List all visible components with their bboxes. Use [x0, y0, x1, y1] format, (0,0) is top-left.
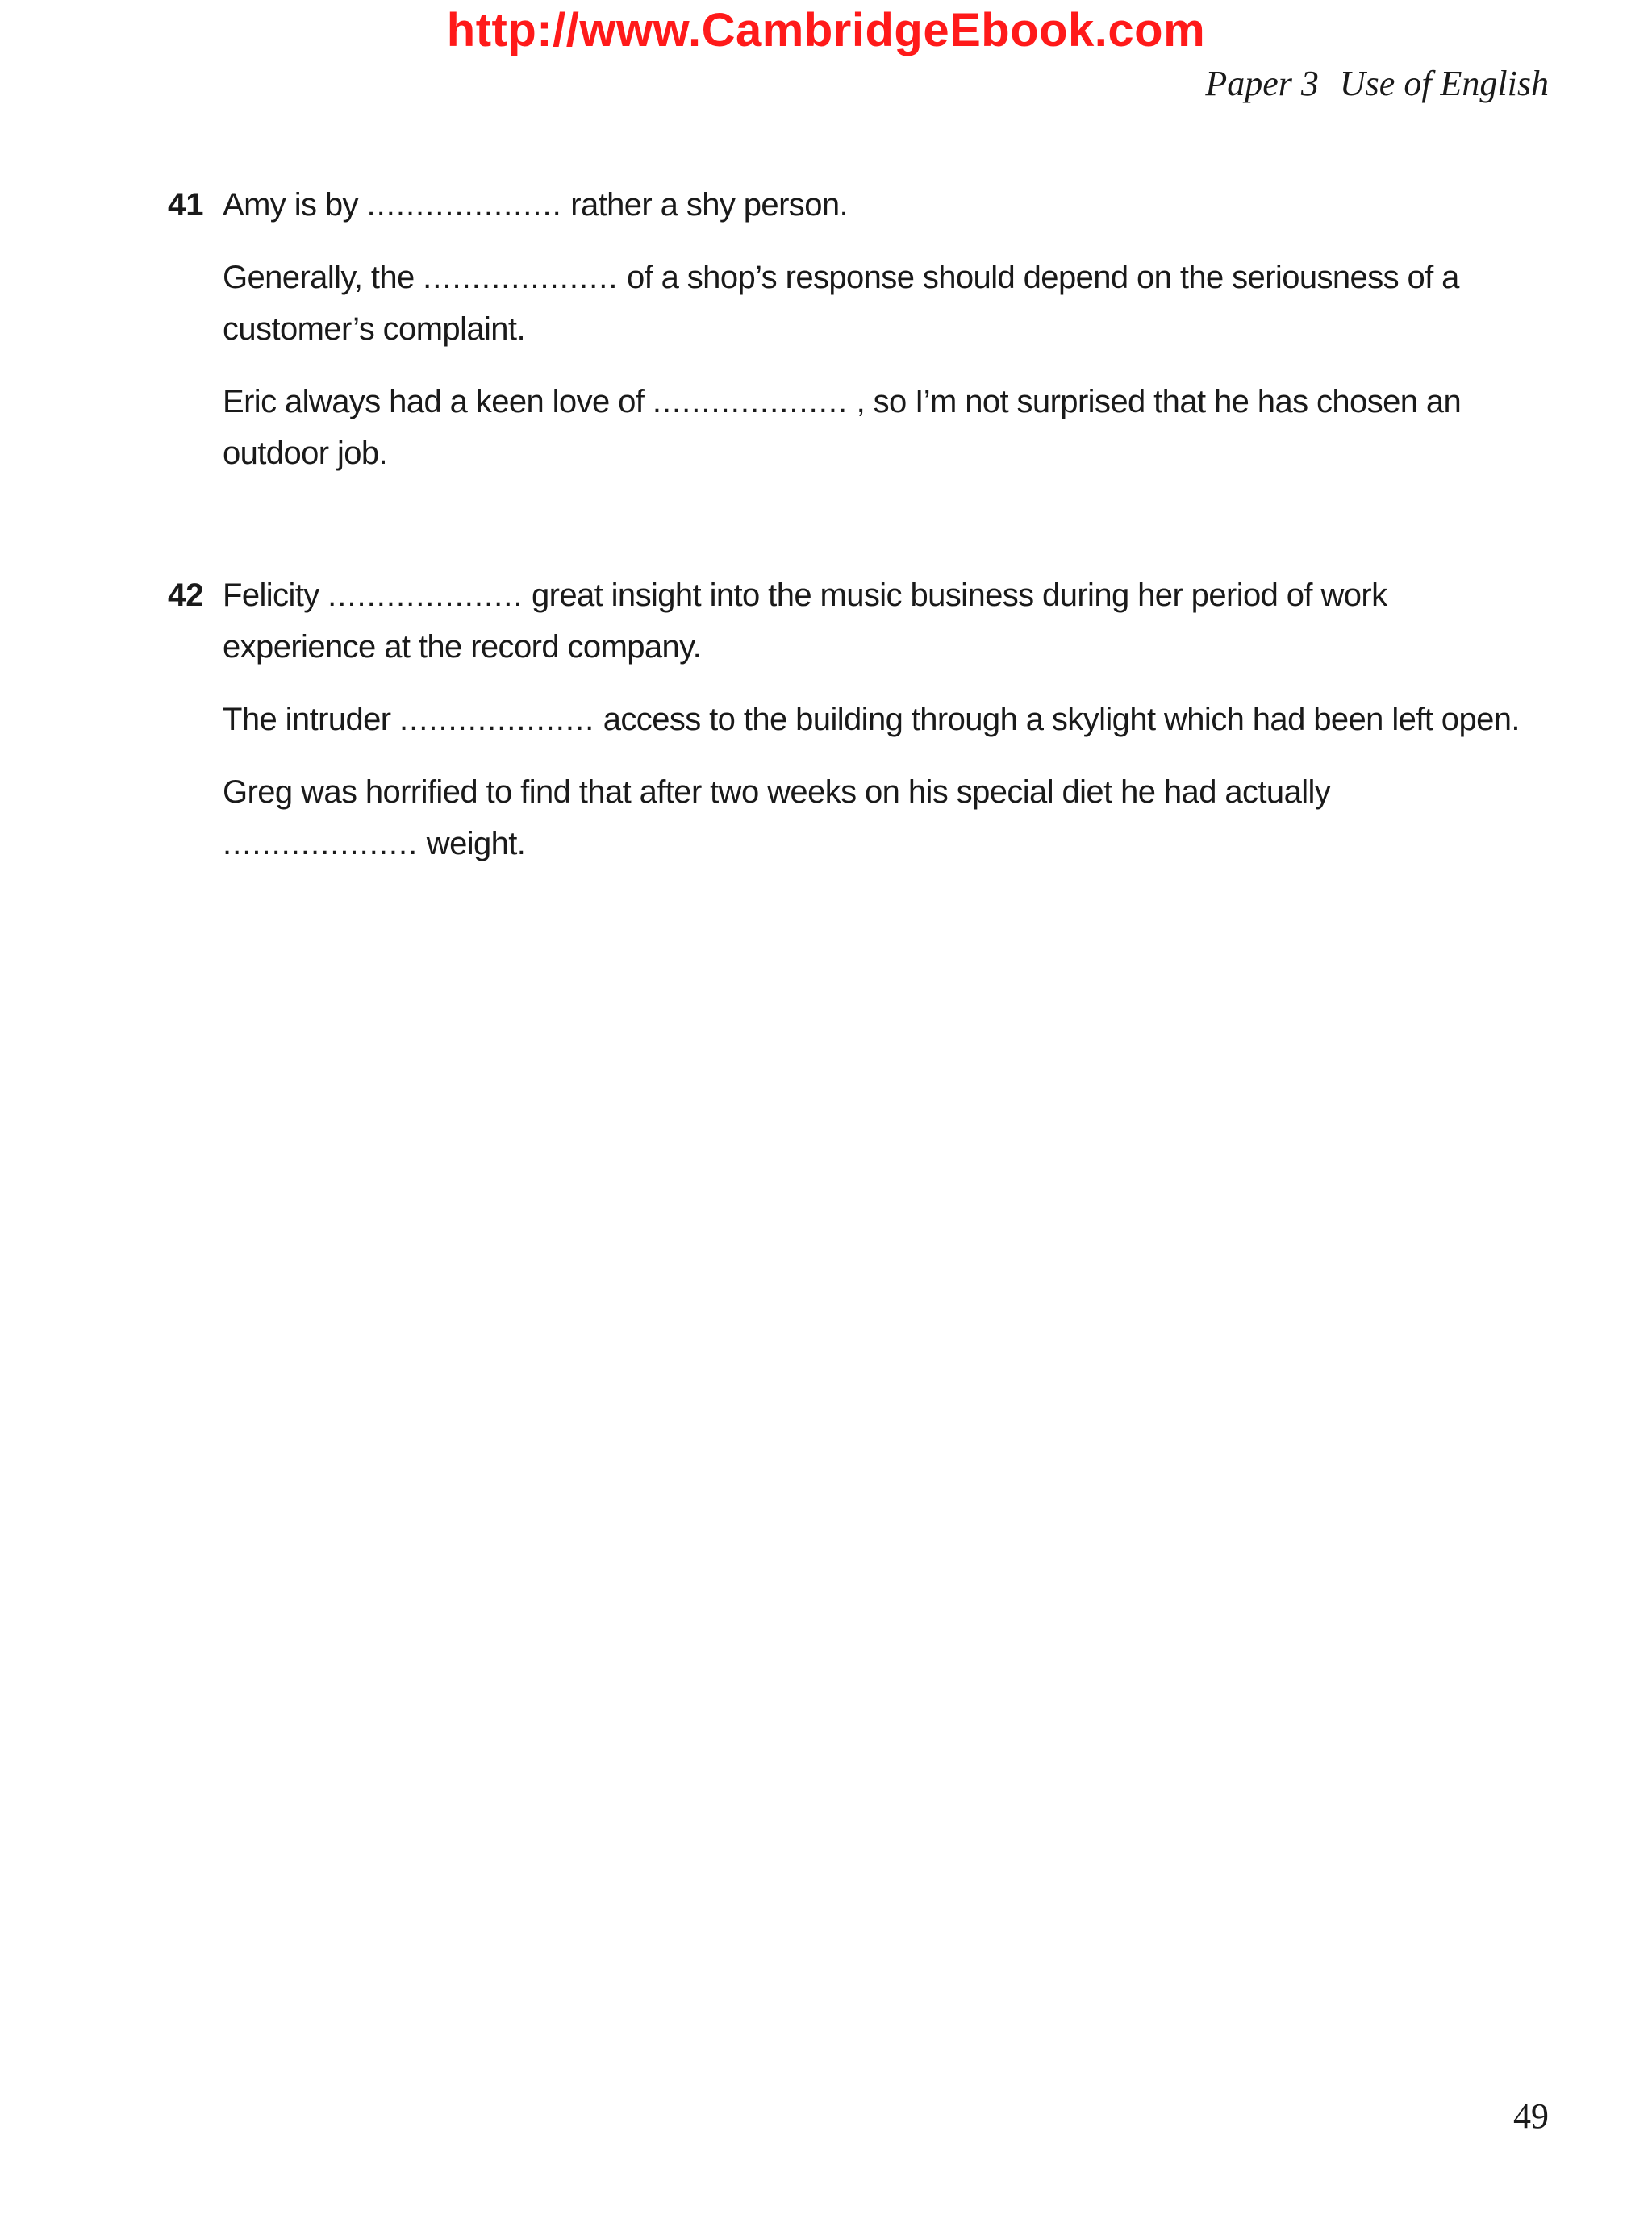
question-number: 42: [168, 578, 204, 613]
sentence-after: of a shop’s response should depend on the seriousness of a customer’s complaint.: [223, 260, 1459, 347]
sentence-after: , so I’m not surprised that he has chosen an outdoor job.: [223, 384, 1462, 471]
sentence-after: great insight into the music business during her period of work experience at the record company.: [223, 578, 1387, 665]
sentence-before: Amy is by: [223, 187, 367, 223]
watermark-url: http://www.CambridgeEbook.com: [446, 4, 1206, 56]
answer-gap: ....................: [398, 702, 595, 737]
gap-sentence: [223, 376, 1523, 479]
gap-sentence: [223, 179, 1523, 231]
sentence-before: Eric always had a keen love of: [223, 384, 653, 419]
question-number: 41: [168, 187, 204, 223]
gap-sentence: [223, 694, 1523, 745]
sentence-before: The intruder: [223, 702, 399, 737]
gap-sentence: [223, 569, 1523, 673]
gap-sentence: [223, 766, 1523, 869]
answer-gap: ....................: [366, 187, 562, 223]
question-41: [168, 179, 1523, 500]
answer-gap: ....................: [327, 578, 524, 613]
sentence-before: Greg was horrified to find that after two weeks on his special diet he had actually: [223, 774, 1331, 810]
gap-sentence: [223, 252, 1523, 355]
running-head-paper: Paper 3: [1205, 64, 1319, 103]
sentence-after: access to the building through a skylight which had been left open.: [594, 702, 1520, 737]
sentence-after: weight.: [418, 826, 526, 861]
question-42: [168, 569, 1523, 890]
sentence-before: Felicity: [223, 578, 328, 613]
answer-gap: ....................: [423, 260, 619, 295]
sentence-after: rather a shy person.: [561, 187, 849, 223]
running-head-section: Use of English: [1339, 64, 1549, 103]
answer-gap: ....................: [652, 384, 849, 419]
answer-gap: ....................: [223, 826, 419, 861]
running-head: [1205, 63, 1549, 104]
page-number: 49: [1513, 2096, 1549, 2136]
sentence-before: Generally, the: [223, 260, 423, 295]
